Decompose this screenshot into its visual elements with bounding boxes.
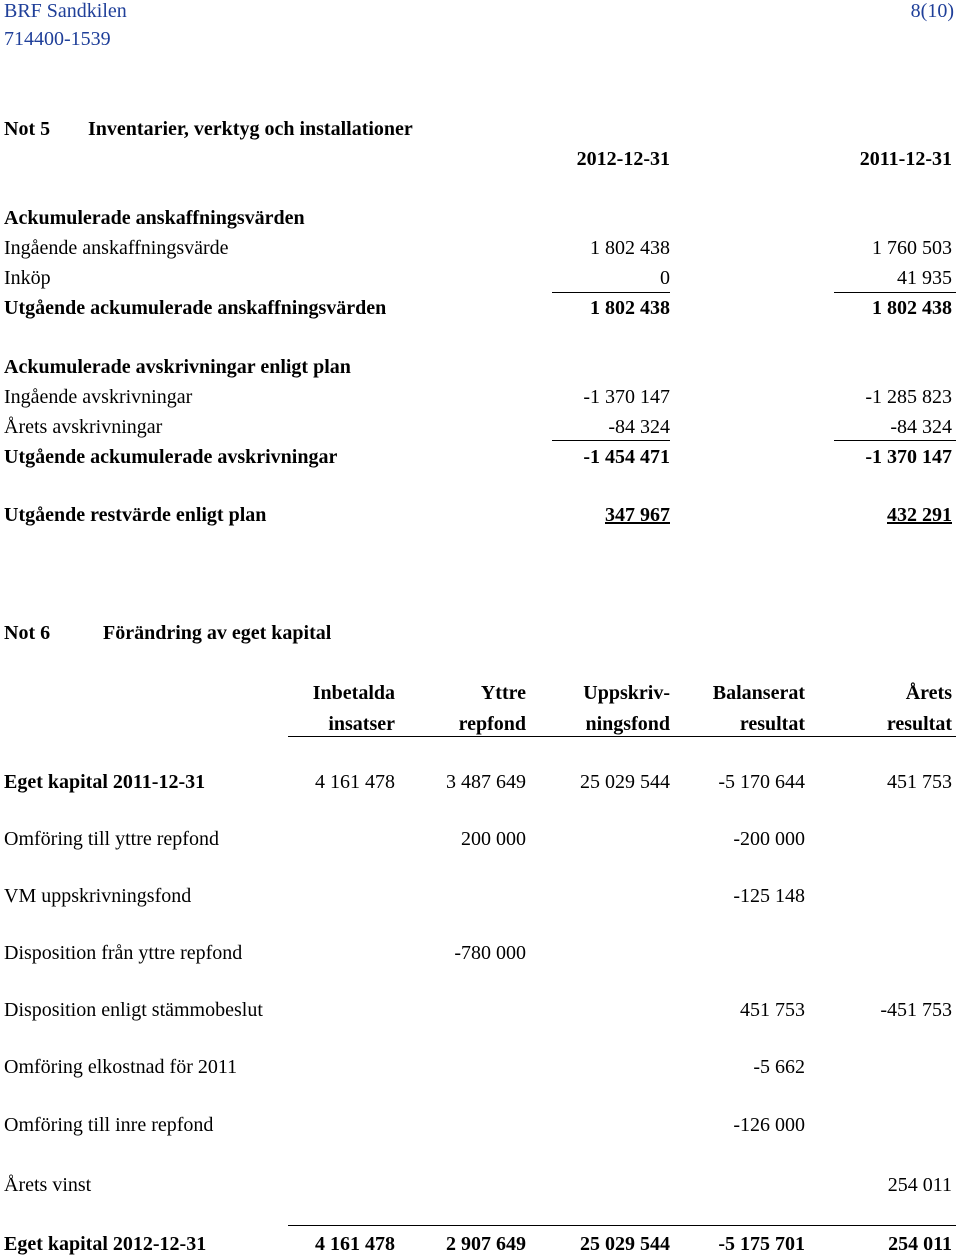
note6-cell: -451 753 — [880, 999, 952, 1021]
note6-header-col1-top: Inbetalda — [312, 682, 395, 704]
note5-section1-title: Ackumulerade anskaffningsvärden — [4, 207, 305, 229]
page-number: 8(10) — [910, 0, 954, 22]
note5-total1-value-2011: 1 802 438 — [872, 297, 952, 319]
note6-header-col3-bottom: ningsfond — [585, 713, 670, 735]
note5-rest-label: Utgående restvärde enligt plan — [4, 504, 267, 526]
note6-cell: -126 000 — [733, 1114, 805, 1136]
note6-total-cell: 4 161 478 — [315, 1233, 395, 1255]
note5-row-value-2012: 0 — [660, 267, 670, 289]
note5-row-value-2011: -1 285 823 — [865, 386, 952, 408]
note6-cell: -5 170 644 — [718, 771, 805, 793]
note5-total1-label: Utgående ackumulerade anskaffningsvärden — [4, 297, 387, 319]
note6-title: Förändring av eget kapital — [103, 622, 332, 644]
note6-row-label: Eget kapital 2011-12-31 — [4, 771, 206, 793]
org-number: 714400-1539 — [4, 28, 111, 50]
note6-header-col4-top: Balanserat — [712, 682, 805, 704]
note5-total1-value-2012: 1 802 438 — [590, 297, 670, 319]
note6-cell: 254 011 — [887, 1174, 952, 1196]
note6-header-col2-bottom: repfond — [458, 713, 526, 735]
note5-rest-value-2012: 347 967 — [605, 504, 670, 526]
note6-total-cell: 2 907 649 — [446, 1233, 526, 1255]
note6-cell: -200 000 — [733, 828, 805, 850]
note5-row-label: Ingående avskrivningar — [4, 386, 193, 408]
note5-section2-title: Ackumulerade avskrivningar enligt plan — [4, 356, 351, 378]
note6-cell: 200 000 — [461, 828, 526, 850]
note5-row-label: Årets avskrivningar — [4, 416, 163, 438]
note6-cell: 3 487 649 — [446, 771, 526, 793]
note5-row-value-2011: 41 935 — [897, 267, 952, 289]
note6-row-label: Disposition enligt stämmobeslut — [4, 999, 263, 1021]
note6-row-label: Disposition från yttre repfond — [4, 942, 243, 964]
note5-row-label: Ingående anskaffningsvärde — [4, 237, 229, 259]
note6-cell: 25 029 544 — [580, 771, 670, 793]
underline — [834, 440, 956, 441]
note5-row-value-2012: -1 370 147 — [583, 386, 670, 408]
note5-number: Not 5 — [4, 118, 51, 140]
note6-cell: 4 161 478 — [315, 771, 395, 793]
note6-header-col5-top: Årets — [905, 682, 952, 704]
note5-col1-header: 2012-12-31 — [576, 148, 670, 170]
note6-total-label: Eget kapital 2012-12-31 — [4, 1233, 207, 1255]
note5-row-value-2012: 1 802 438 — [590, 237, 670, 259]
note6-row-label: Omföring till inre repfond — [4, 1114, 214, 1136]
note5-row-value-2012: -84 324 — [608, 416, 670, 438]
underline — [552, 440, 670, 441]
note5-row-label: Inköp — [4, 267, 51, 289]
note6-total-cell: -5 175 701 — [718, 1233, 805, 1255]
underline — [552, 292, 670, 293]
note5-total2-value-2011: -1 370 147 — [865, 446, 952, 468]
note5-col2-header: 2011-12-31 — [859, 148, 952, 170]
note6-total-cell: 25 029 544 — [580, 1233, 670, 1255]
note6-row-label: Årets vinst — [4, 1174, 92, 1196]
total-rule — [288, 1225, 956, 1226]
note6-header-col1-bottom: insatser — [328, 713, 395, 735]
note6-header-col4-bottom: resultat — [739, 713, 805, 735]
note6-row-label: Omföring elkostnad för 2011 — [4, 1056, 238, 1078]
note6-number: Not 6 — [4, 622, 51, 644]
note6-header-col5-bottom: resultat — [886, 713, 952, 735]
org-name: BRF Sandkilen — [4, 0, 127, 22]
note5-total2-value-2012: -1 454 471 — [583, 446, 670, 468]
note5-rest-value-2011: 432 291 — [887, 504, 952, 526]
note6-header-col3-top: Uppskriv- — [583, 682, 670, 704]
note6-row-label: VM uppskrivningsfond — [4, 885, 192, 907]
note5-title: Inventarier, verktyg och installationer — [88, 118, 413, 140]
note6-row-label: Omföring till yttre repfond — [4, 828, 219, 850]
underline — [834, 292, 956, 293]
note6-total-cell: 254 011 — [888, 1233, 952, 1255]
note6-cell: -125 148 — [733, 885, 805, 907]
note6-cell: 451 753 — [887, 771, 952, 793]
note5-row-value-2011: -84 324 — [890, 416, 952, 438]
note6-header-col2-top: Yttre — [480, 682, 526, 704]
note6-cell: -780 000 — [454, 942, 526, 964]
note5-row-value-2011: 1 760 503 — [872, 237, 952, 259]
note6-cell: -5 662 — [753, 1056, 805, 1078]
header-rule — [288, 736, 956, 737]
note6-cell: 451 753 — [740, 999, 805, 1021]
note5-total2-label: Utgående ackumulerade avskrivningar — [4, 446, 338, 468]
